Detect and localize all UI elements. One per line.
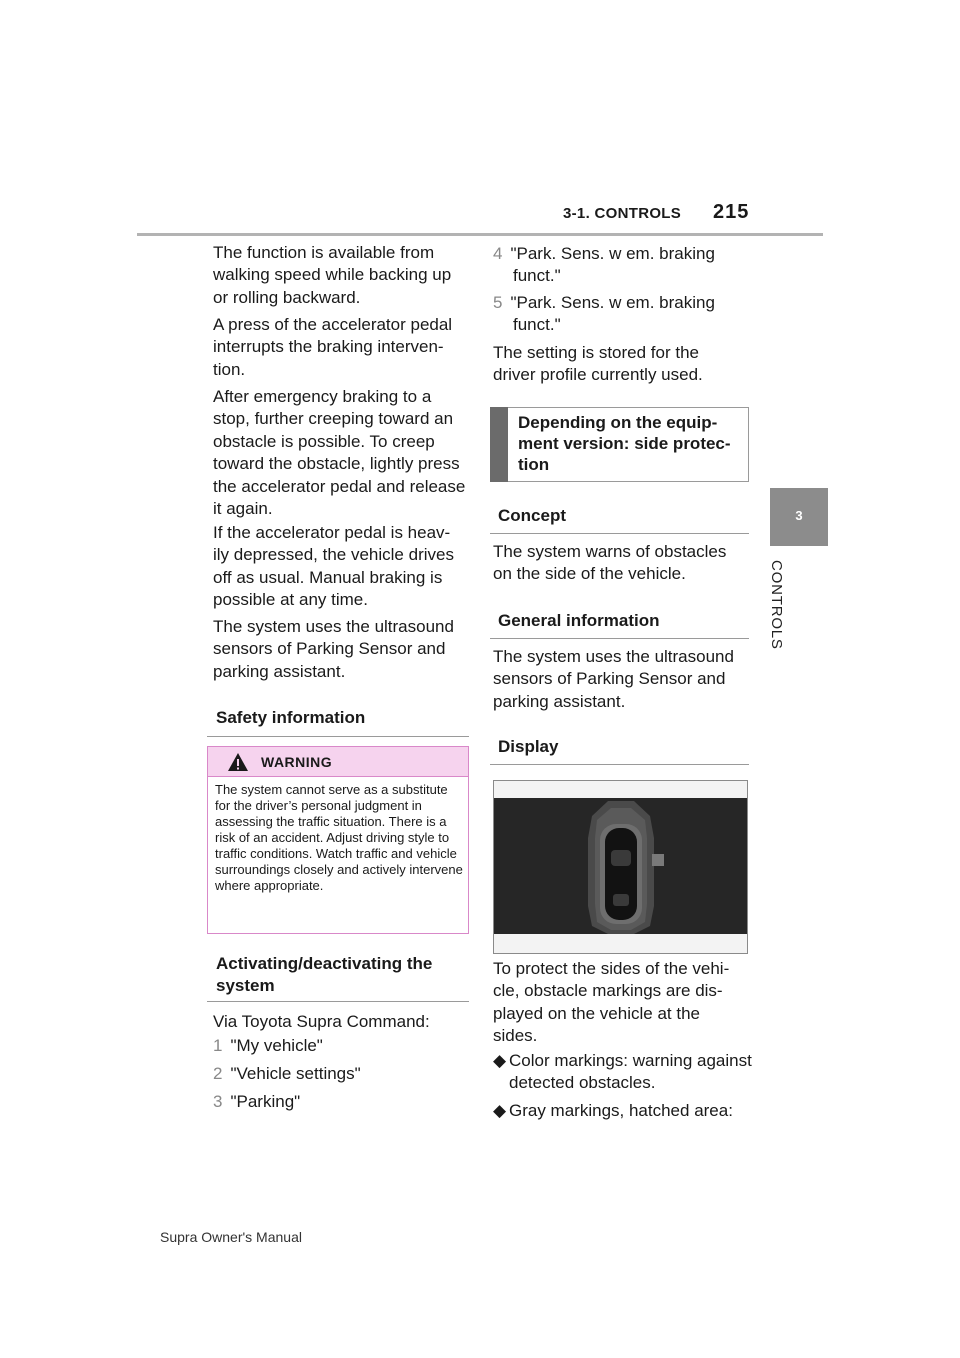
running-header-section: 3-1. CONTROLS	[563, 205, 682, 222]
section-box-bar	[490, 407, 508, 482]
display-screenshot	[494, 798, 747, 934]
paragraph-walking-speed: The function is available from walking speed while backing up or rolling backward.	[213, 243, 452, 307]
paragraph-accelerator-interrupt: A press of the accelerator pedal interrupts the braking interven- tion.	[213, 315, 453, 379]
heading-safety-information: Safety information	[216, 708, 366, 727]
chapter-tab	[770, 488, 828, 546]
vehicle-side-protection-illustration	[494, 798, 747, 934]
paragraph-setting-stored: The setting is stored for the driver profile currently used.	[493, 343, 703, 385]
chapter-label-text: CONTROLS	[768, 560, 785, 650]
warning-title: WARNING	[261, 754, 333, 770]
bullet-diamond-icon: ◆	[493, 1051, 507, 1070]
bullet-diamond-icon: ◆	[493, 1101, 507, 1120]
heading-concept: Concept	[498, 506, 566, 525]
divider	[207, 1001, 469, 1002]
paragraph-protect-sides: To protect the sides of the vehi- cle, obstacle markings are dis- played on the vehicle at the sides.	[493, 959, 730, 1046]
divider	[490, 764, 749, 765]
bullet-item: ◆ Gray markings, hatched area:	[493, 1100, 759, 1122]
heading-side-protection: Depending on the equip- ment version: side protec- tion	[518, 413, 731, 474]
chapter-number: 3	[795, 508, 803, 523]
via-command-text: Via Toyota Supra Command:	[213, 1012, 430, 1031]
step-3: 3 "Parking"	[213, 1092, 301, 1111]
paragraph-concept: The system warns of obstacles on the side of the vehicle.	[493, 542, 727, 584]
paragraph-heavily-depressed: If the accelerator pedal is heav- ily depressed, the vehicle drives off as usual. Manual braking is possible at any time.	[213, 523, 454, 610]
paragraph-general: The system uses the ultrasound sensors of Parking Sensor and parking assistant.	[493, 647, 734, 711]
header-rule	[137, 233, 823, 236]
heading-general-information: General information	[498, 611, 660, 630]
footer-manual-title: Supra Owner's Manual	[160, 1229, 302, 1245]
divider	[490, 638, 749, 639]
divider	[207, 736, 469, 737]
heading-display: Display	[498, 737, 559, 756]
bullet-item: ◆ Color markings: warning against detected obstacles.	[493, 1051, 752, 1093]
heading-activating: Activating/deactivating the system	[216, 954, 433, 995]
divider	[490, 533, 749, 534]
step-4: 4 "Park. Sens. w em. braking funct."	[493, 244, 715, 286]
paragraph-ultrasound-sensors: The system uses the ultrasound sensors of Parking Sensor and parking assistant.	[213, 617, 454, 681]
step-1: 1 "My vehicle"	[213, 1036, 323, 1055]
warning-text: The system cannot serve as a substitute for the driver’s personal judgment in assessing the traffic situation. There is a risk of an accident. Adjust driving style to traffic conditions. Watch traffic and vehicle surroundings closely and actively intervene where appropriate.	[215, 782, 463, 893]
step-5: 5 "Park. Sens. w em. braking funct."	[493, 293, 715, 335]
step-2: 2 "Vehicle settings"	[213, 1064, 361, 1083]
paragraph-creeping: After emergency braking to a stop, further creeping toward an obstacle is possible. To creep toward the obstacle, lightly press the accelerator pedal and release it again.	[213, 387, 466, 519]
warning-triangle-icon	[227, 752, 249, 772]
chapter-label	[763, 560, 791, 660]
page-number: 215	[713, 201, 750, 223]
